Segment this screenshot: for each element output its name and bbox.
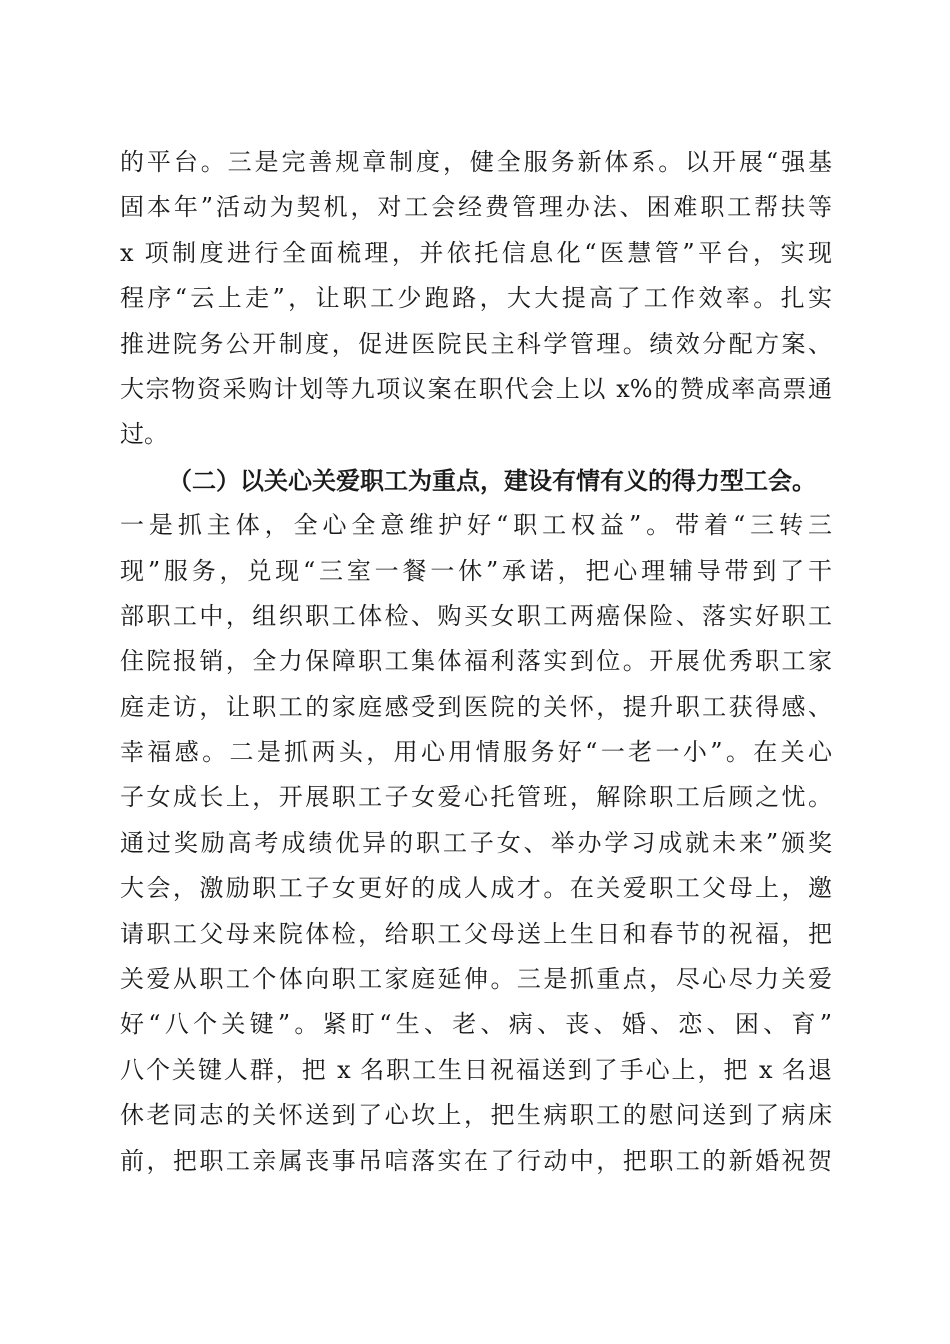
text-line: 子女成长上，开展职工子女爱心托管班，解除职工后顾之忧。 (120, 783, 832, 812)
text-line: 一是抓主体，全心全意维护好“职工权益”。带着“三转三 (120, 511, 832, 540)
text-line: 大会，激励职工子女更好的成人成才。在关爱职工父母上，邀 (120, 874, 832, 903)
text-line: 现”服务，兑现“三室一餐一休”承诺，把心理辅导带到了干 (120, 556, 832, 585)
text-line: 程序“云上走”，让职工少跑路，大大提高了工作效率。扎实 (120, 284, 832, 313)
section-heading: （二）以关心关爱职工为重点，建设有情有义的得力型工会。 (168, 465, 816, 495)
text-line: 幸福感。二是抓两头，用心用情服务好“一老一小”。在关心 (120, 738, 832, 767)
text-line: 庭走访，让职工的家庭感受到医院的关怀，提升职工获得感、 (120, 692, 832, 721)
text-line: 通过奖励高考成绩优异的职工子女、举办学习成就未来”颁奖 (120, 828, 832, 857)
body-text (120, 140, 832, 1184)
text-line: 推进院务公开制度，促进医院民主科学管理。绩效分配方案、 (120, 329, 832, 358)
text-line: x 项制度进行全面梳理，并依托信息化“医慧管”平台，实现 (120, 238, 832, 267)
text-line: 的平台。三是完善规章制度，健全服务新体系。以开展“强基 (120, 148, 832, 176)
text-line: 请职工父母来院体检，给职工父母送上生日和春节的祝福，把 (120, 919, 832, 948)
text-line: 大宗物资采购计划等九项议案在职代会上以 x%的赞成率高票通 (120, 374, 832, 403)
text-line: 部职工中，组织职工体检、购买女职工两癌保险、落实好职工 (120, 601, 832, 630)
text-line: 休老同志的关怀送到了心坎上，把生病职工的慰问送到了病床 (120, 1101, 832, 1130)
text-line: 前，把职工亲属丧事吊唁落实在了行动中，把职工的新婚祝贺 (120, 1146, 832, 1175)
text-line: 住院报销，全力保障职工集体福利落实到位。开展优秀职工家 (120, 647, 832, 676)
text-line: 关爱从职工个体向职工家庭延伸。三是抓重点，尽心尽力关爱 (120, 965, 832, 994)
text-line: 固本年”活动为契机，对工会经费管理办法、困难职工帮扶等 (120, 193, 832, 222)
text-line: 过。 (120, 420, 168, 449)
text-line: 八个关键人群，把 x 名职工生日祝福送到了手心上，把 x 名退 (120, 1055, 832, 1084)
text-line: 好“八个关键”。紧盯“生、老、病、丧、婚、恋、困、育” (120, 1010, 832, 1039)
